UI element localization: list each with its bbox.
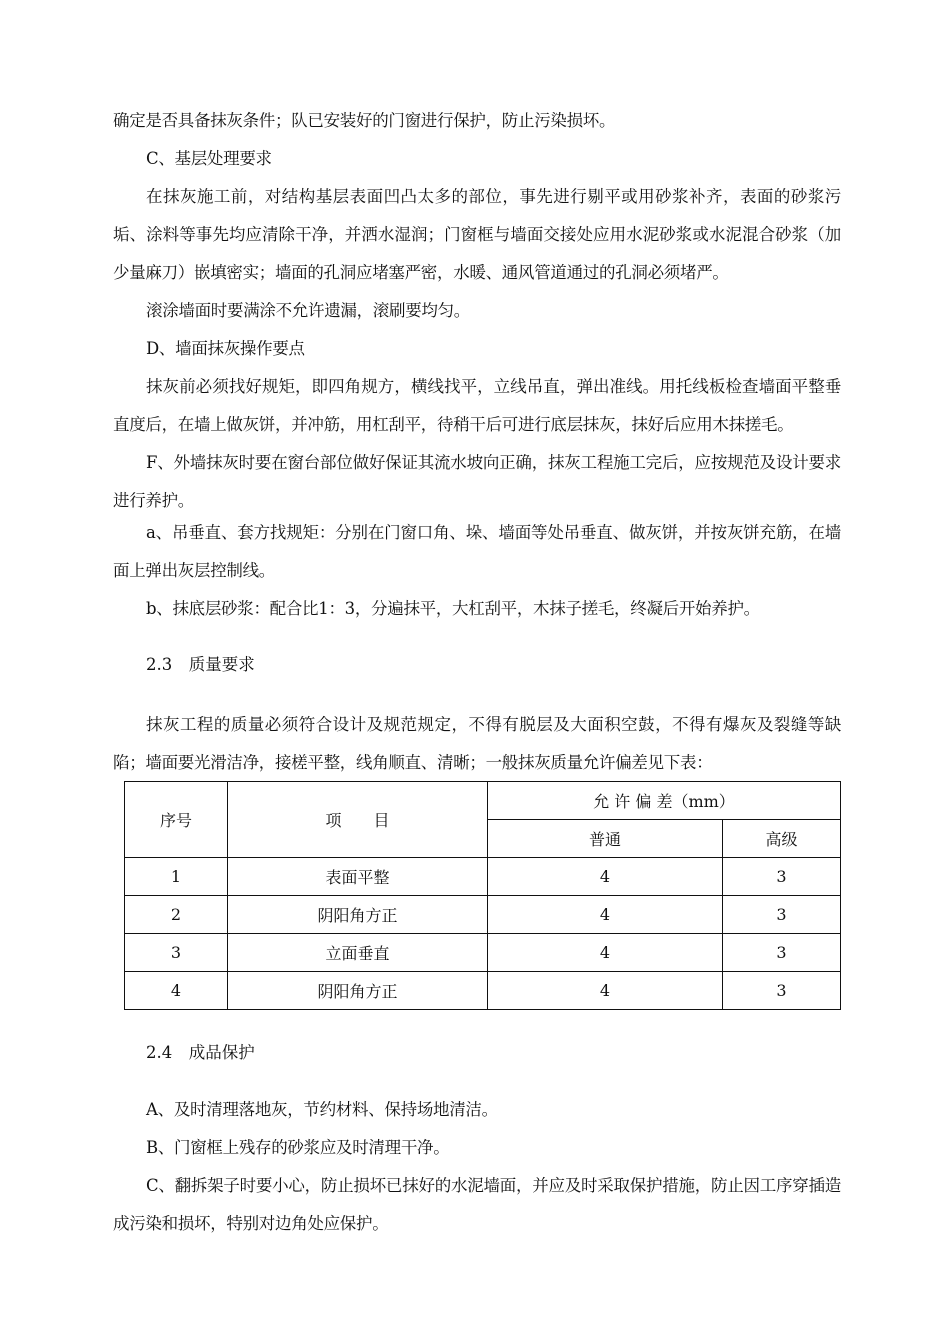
table-cell-high: 3 [723, 972, 841, 1010]
table-row [125, 858, 841, 896]
deviation-table [124, 781, 841, 1010]
table-cell-normal: 4 [488, 972, 723, 1010]
table-header-no: 序号 [125, 782, 228, 858]
table-cell-item: 立面垂直 [228, 934, 488, 972]
paragraph-door-window-protection: 确定是否具备抹灰条件；队已安装好的门窗进行保护，防止污染损坏。 [113, 111, 616, 130]
paragraph-quality-requirements: 抹灰工程的质量必须符合设计及规范规定，不得有脱层及大面积空鼓，不得有爆灰及裂缝等缺陷；墙面要光滑洁净，接槎平整，线角顺直、清晰；一般抹灰质量允许偏差见下表： [113, 715, 841, 772]
table-cell-item: 表面平整 [228, 858, 488, 896]
paragraph-exterior-wall: F、外墙抹灰时要在窗台部位做好保证其流水坡向正确，抹灰工程施工完后，应按规范及设计要求进行养护。 [113, 453, 841, 510]
paragraph-roller-coating: 滚涂墙面时要满涂不允许遗漏，滚刷要均匀。 [146, 301, 471, 320]
table-cell-no: 2 [125, 896, 228, 934]
table-cell-high: 3 [723, 934, 841, 972]
paragraph-base-treatment: 在抹灰施工前，对结构基层表面凹凸太多的部位，事先进行剔平或用砂浆补齐，表面的砂浆污垢、涂料等事先均应清除干净，并洒水湿润；门窗框与墙面交接处应用水泥砂浆或水泥混合砂浆（加少量麻刀）嵌填密实；墙面的孔洞应堵塞严密，水暖、通风管道通过的孔洞必须堵严。 [113, 187, 841, 282]
table-header-item: 项 目 [228, 782, 488, 858]
table-cell-normal: 4 [488, 934, 723, 972]
paragraph-clean-fallen-plaster: A、及时清理落地灰，节约材料、保持场地清洁。 [146, 1100, 498, 1119]
table-cell-item: 阴阳角方正 [228, 896, 488, 934]
heading-wall-plastering: D、墙面抹灰操作要点 [146, 339, 305, 358]
table-cell-no: 1 [125, 858, 228, 896]
paragraph-scaffold-removal: C、翻拆架子时要小心，防止损坏已抹好的水泥墙面，并应及时采取保护措施，防止因工序穿插造成污染和损坏，特别对边角处应保护。 [113, 1176, 841, 1233]
paragraph-base-mortar: b、抹底层砂浆：配合比1：3，分遍抹平，大杠刮平，木抹子搓毛，终凝后开始养护。 [146, 599, 760, 618]
table-cell-normal: 4 [488, 858, 723, 896]
table-header-high: 高级 [723, 820, 841, 858]
heading-base-treatment: C、基层处理要求 [146, 149, 272, 168]
section-heading-protection: 2.4 成品保护 [146, 1043, 255, 1062]
paragraph-plumb-square: a、吊垂直、套方找规矩：分别在门窗口角、垛、墙面等处吊垂直、做灰饼，并按灰饼充筋，在墙面上弹出灰层控制线。 [113, 523, 841, 580]
table-cell-no: 4 [125, 972, 228, 1010]
table-row [125, 896, 841, 934]
table-cell-no: 3 [125, 934, 228, 972]
section-heading-quality: 2.3 质量要求 [146, 655, 255, 674]
table-row [125, 934, 841, 972]
paragraph-door-frame-mortar: B、门窗框上残存的砂浆应及时清理干净。 [146, 1138, 450, 1157]
table-header-deviation: 允 许 偏 差（mm） [488, 782, 841, 820]
table-row [125, 972, 841, 1010]
table-cell-high: 3 [723, 858, 841, 896]
table-cell-high: 3 [723, 896, 841, 934]
table-cell-normal: 4 [488, 896, 723, 934]
paragraph-plastering-steps: 抹灰前必须找好规矩，即四角规方，横线找平，立线吊直，弹出准线。用托线板检查墙面平整垂直度后，在墙上做灰饼，并冲筋，用杠刮平，待稍干后可进行底层抹灰，抹好后应用木抹搓毛。 [113, 377, 841, 434]
table-cell-item: 阴阳角方正 [228, 972, 488, 1010]
table-header-normal: 普通 [488, 820, 723, 858]
